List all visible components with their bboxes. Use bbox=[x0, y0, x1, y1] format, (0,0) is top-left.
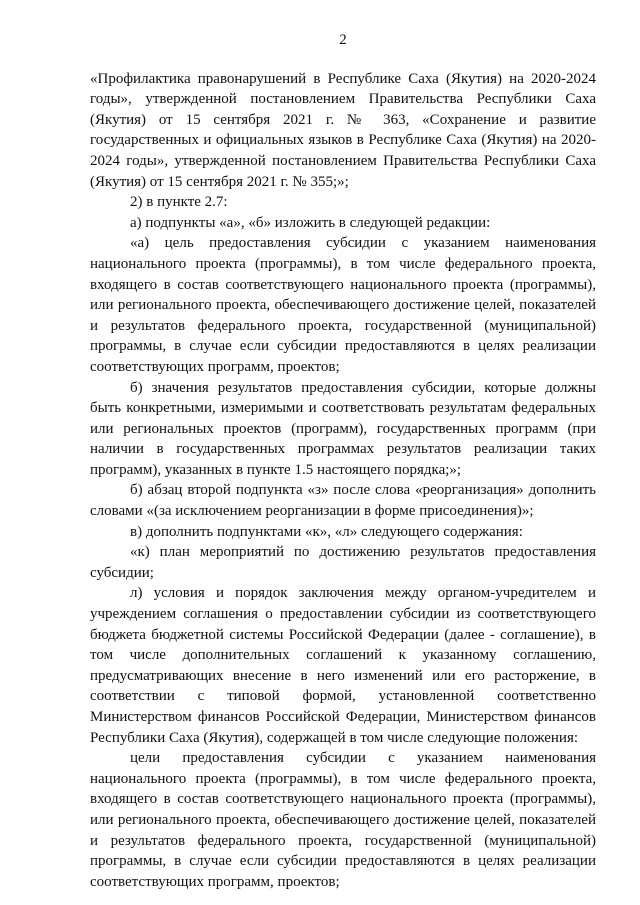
paragraph-goals: цели предоставления субсидии с указанием наименования национального проекта (программы), в том числе федерального проекта, входящего в состав соответствующего национального проекта (программы), или регионального проекта, обеспечивающего достижение целей, показателей и результатов федерального проекта, государственной (муниципальной) программы, в случае если субсидии предоставляются в целях реализации соответствующих программ, проектов; bbox=[90, 750, 596, 890]
paragraph-subitem-b: б) абзац второй подпункта «з» после слова «реорганизация» дополнить словами «(за исключением реорганизации в форме присоединения)»; bbox=[90, 482, 596, 520]
paragraph-subitem-a: а) подпункты «а», «б» изложить в следующей редакции: bbox=[130, 214, 491, 231]
page-number: 2 bbox=[339, 32, 347, 48]
document-page bbox=[90, 30, 596, 892]
paragraph-intro-continuation: «Профилактика правонарушений в Республике Саха (Якутия) на 2020-2024 годы», утвержденной постановлением Правительства Республики Саха (Якутия) от 15 сентября 2021 г. № 363, «Сохранение и развитие государственных и официальных языков в Республике Саха (Якутия) на 2020-2024 годы», утвержденной постановлением Правительства Республики Саха (Якутия) от 15 сентября 2021 г. № 355;»; bbox=[90, 70, 596, 190]
paragraph-quote-a: «а) цель предоставления субсидии с указанием наименования национального проекта (программы), в том числе федерального проекта, входящего в состав соответствующего национального проекта (программы), или регионального проекта, обеспечивающего достижение целей, показателей и результатов федерального проекта, государственной (муниципальной) программы, в случае если субсидии предоставляются в целях реализации соответствующих программ, проектов; bbox=[90, 235, 596, 375]
paragraph-quote-b: б) значения результатов предоставления субсидии, которые должны быть конкретными, измеримыми и соответствовать результатам федеральных или региональных проектов (программ), государственных программ (при наличии в государственных программах результатов реализации таких программ), указанных в пункте 1.5 настоящего порядка;»; bbox=[90, 379, 596, 478]
paragraph-quote-l: л) условия и порядок заключения между органом-учредителем и учреждением соглашения о предоставлении субсидии из соответствующего бюджета бюджетной системы Российской Федерации (далее - соглашение), в том числе дополнительных соглашений к указанному соглашению, предусматривающих внесение в него изменений или его расторжение, в соответствии с типовой формой, установленной соответственно Министерством финансов Российской Федерации, Министерством финансов Республики Саха (Якутия), содержащей в том числе следующие положения: bbox=[90, 585, 596, 746]
paragraph-item-2: 2) в пункте 2.7: bbox=[130, 194, 228, 211]
paragraph-quote-k: «к) план мероприятий по достижению результатов предоставления субсидии; bbox=[90, 544, 596, 581]
paragraph-subitem-v: в) дополнить подпунктами «к», «л» следующего содержания: bbox=[130, 523, 523, 540]
